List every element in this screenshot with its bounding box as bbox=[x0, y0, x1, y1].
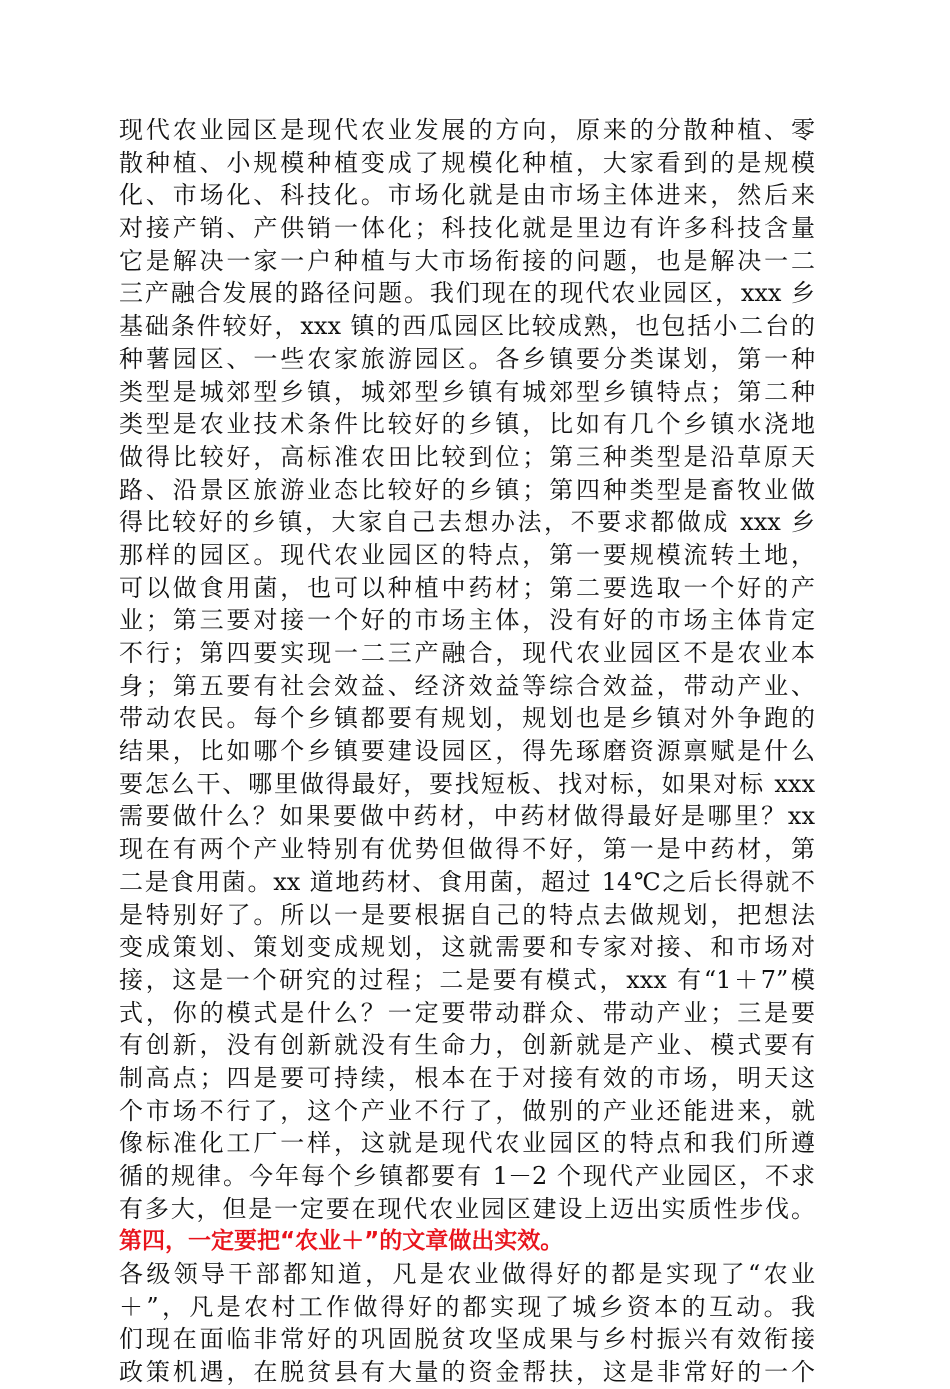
text-line: 现在有两个产业特别有优势但做得不好，第一是中药材，第 bbox=[119, 835, 815, 864]
text-line: 化、市场化、科技化。市场化就是由市场主体进来，然后来 bbox=[119, 181, 815, 210]
paragraph-1 bbox=[119, 114, 815, 1225]
text-line: ＋”，凡是农村工作做得好的都实现了城乡资本的互动。我 bbox=[119, 1292, 815, 1321]
text-line: 要怎么干、哪里做得最好，要找短板、找对标，如果对标 xxx bbox=[119, 769, 815, 798]
text-line: 散种植、小规模种植变成了规模化种植，大家看到的是规模 bbox=[119, 148, 815, 177]
document-body bbox=[119, 114, 815, 1389]
paragraph-2 bbox=[119, 1258, 815, 1389]
text-line: 各级领导干部都知道，凡是农业做得好的都是实现了“农业 bbox=[119, 1260, 815, 1289]
text-line: 它是解决一家一户种植与大市场衔接的问题，也是解决一二 bbox=[119, 246, 815, 275]
text-line: 政策机遇，在脱贫县有大量的资金帮扶，这是非常好的一个 bbox=[119, 1358, 815, 1387]
text-line: 是特别好了。所以一是要根据自己的特点去做规划，把想法 bbox=[119, 900, 815, 929]
section-heading: 第四，一定要把“农业＋”的文章做出实效。 bbox=[119, 1228, 564, 1255]
text-line: 对接产销、产供销一体化；科技化就是里边有许多科技含量 bbox=[119, 214, 815, 243]
text-line: 带动农民。每个乡镇都要有规划，规划也是乡镇对外争跑的 bbox=[119, 704, 815, 733]
text-line: 个市场不行了，这个产业不行了，做别的产业还能进来，就 bbox=[119, 1096, 815, 1125]
text-line: 类型是城郊型乡镇，城郊型乡镇有城郊型乡镇特点；第二种 bbox=[119, 377, 815, 406]
text-line: 基础条件较好，xxx 镇的西瓜园区比较成熟，也包括小二台的 bbox=[119, 312, 815, 341]
text-line: 路、沿景区旅游业态比较好的乡镇；第四种类型是畜牧业做 bbox=[119, 475, 815, 504]
text-line: 可以做食用菌，也可以种植中药材；第二要选取一个好的产 bbox=[119, 573, 815, 602]
text-line: 得比较好的乡镇，大家自己去想办法，不要求都做成 xxx 乡 bbox=[119, 508, 815, 537]
text-line: 现代农业园区是现代农业发展的方向，原来的分散种植、零 bbox=[119, 116, 815, 144]
text-line: 制高点；四是要可持续，根本在于对接有效的市场，明天这 bbox=[119, 1063, 815, 1092]
text-line: 有多大，但是一定要在现代农业园区建设上迈出实质性步伐。 bbox=[119, 1194, 815, 1223]
text-line: 结果，比如哪个乡镇要建设园区，得先琢磨资源禀赋是什么 bbox=[119, 737, 815, 766]
text-line: 循的规律。今年每个乡镇都要有 1－2 个现代产业园区，不求 bbox=[119, 1162, 815, 1190]
text-line: 们现在面临非常好的巩固脱贫攻坚成果与乡村振兴有效衔接 bbox=[119, 1325, 815, 1354]
text-line: 身；第五要有社会效益、经济效益等综合效益，带动产业、 bbox=[119, 671, 815, 700]
text-line: 接，这是一个研究的过程；二是要有模式，xxx 有“1＋7”模 bbox=[119, 965, 815, 994]
text-line: 不行；第四要实现一二三产融合，现代农业园区不是农业本 bbox=[119, 639, 815, 667]
text-line: 式，你的模式是什么？一定要带动群众、带动产业；三是要 bbox=[119, 998, 815, 1027]
text-line: 需要做什么？如果要做中药材，中药材做得最好是哪里？xx bbox=[119, 802, 815, 831]
text-line: 二是食用菌。xx 道地药材、食用菌，超过 14℃之后长得就不 bbox=[119, 867, 815, 896]
text-line: 种薯园区、一些农家旅游园区。各乡镇要分类谋划，第一种 bbox=[119, 344, 815, 373]
text-line: 做得比较好，高标准农田比较到位；第三种类型是沿草原天 bbox=[119, 442, 815, 471]
text-line: 像标准化工厂一样，这就是现代农业园区的特点和我们所遵 bbox=[119, 1129, 815, 1158]
text-line: 有创新，没有创新就没有生命力，创新就是产业、模式要有 bbox=[119, 1031, 815, 1060]
text-line: 变成策划、策划变成规划，这就需要和专家对接、和市场对 bbox=[119, 933, 815, 962]
text-line: 业；第三要对接一个好的市场主体，没有好的市场主体肯定 bbox=[119, 606, 815, 635]
text-line: 那样的园区。现代农业园区的特点，第一要规模流转土地， bbox=[119, 540, 815, 569]
text-line: 类型是农业技术条件比较好的乡镇，比如有几个乡镇水浇地 bbox=[119, 410, 815, 439]
text-line: 三产融合发展的路径问题。我们现在的现代农业园区，xxx 乡 bbox=[119, 279, 815, 308]
